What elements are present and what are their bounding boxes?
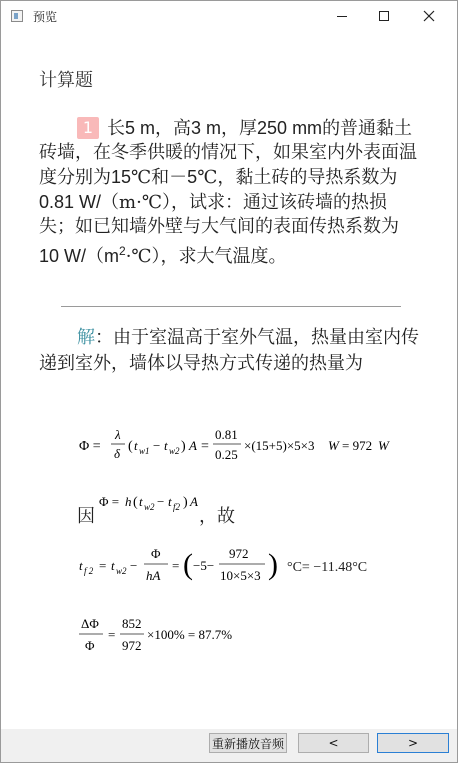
section-heading: 计算题 [39,70,93,91]
section-divider [61,306,401,307]
svg-text:−: − [153,438,161,453]
minimize-button[interactable] [319,1,365,31]
problem-value: 250 mm [257,118,323,138]
formula-ratio [79,612,299,656]
svg-text:ΔΦ: ΔΦ [81,616,99,631]
svg-text:δ: δ [114,446,121,461]
preview-content [1,32,457,727]
svg-text:−: − [157,494,165,509]
svg-text:w2: w2 [116,566,127,576]
formula-1-graphic [79,424,429,464]
svg-text:=: = [99,558,107,573]
problem-part: 长 [107,118,125,139]
svg-text:(: ( [128,439,133,454]
svg-text:×(15+5)×5×3: ×(15+5)×5×3 [244,438,315,453]
svg-text:−: − [130,558,138,573]
formula-2-suffix: ，故 [199,506,235,527]
problem-part: （m·℃），试求：通过该砖墙的热损失；如已知墙外壁与大气间的表面传热系数为 [39,192,399,237]
svg-text:t: t [134,438,138,453]
formula-3-graphic [79,540,289,590]
svg-text:0.25: 0.25 [215,447,238,462]
app-icon [11,10,23,22]
svg-text:w1: w1 [139,446,150,456]
title-bar [1,1,457,31]
formula-3-result: °C= −11.48°C [287,560,368,575]
svg-text:0.81: 0.81 [215,427,238,442]
previous-button[interactable]: < [298,733,369,753]
problem-value: 10 W/ [39,246,87,266]
svg-text:W: W [378,438,389,453]
svg-text:Φ: Φ [151,546,161,561]
svg-text:10×5×3: 10×5×3 [220,568,261,583]
svg-text:w2: w2 [144,502,155,512]
problem-part: ℃，黏土砖的导热系数为 [197,167,398,188]
svg-text:): ) [181,439,186,454]
problem-value: 5 m [125,118,156,138]
problem-value: 3 m [191,118,222,138]
replay-audio-button[interactable]: 重新播放音频 [209,733,287,753]
window-title: 预览 [33,10,58,24]
problem-value: －5 [169,167,198,187]
problem-part: （ [86,246,105,267]
problem-part: ℃和 [131,167,170,188]
maximize-button[interactable] [361,1,407,31]
problem-part: ，厚 [221,118,258,139]
close-icon [423,10,435,22]
svg-text:t: t [139,494,143,509]
svg-text:972: 972 [122,638,142,653]
minimize-icon [337,16,347,17]
problem-part: ，高 [155,118,192,139]
svg-text:Φ: Φ [85,638,95,653]
maximize-icon [379,11,389,21]
svg-text:W: W [328,438,339,453]
svg-text:=: = [108,627,116,642]
formula-4-graphic [79,612,299,656]
svg-text:t: t [79,558,83,573]
formula-air-temperature [79,540,399,590]
next-button[interactable]: > [377,733,449,753]
svg-text:f 2: f 2 [84,566,94,576]
svg-text:A: A [189,438,197,453]
formula-2-prefix: 因 [77,506,95,527]
problem-superscript: 2 [119,244,126,258]
problem-part: ·℃），求大气温度。 [125,246,287,267]
solution-text [39,325,419,377]
problem-value: 0.81 W/ [39,192,102,212]
question-number-badge: 1 [77,117,99,139]
formula-convection [77,492,277,526]
svg-text:t: t [111,558,115,573]
svg-text:h: h [125,494,132,509]
formula-heat-transfer [79,424,429,464]
svg-text:t: t [164,438,168,453]
close-button[interactable] [406,1,452,31]
svg-text:= 972: = 972 [342,438,373,453]
svg-text:(: ( [133,495,138,510]
svg-text:t: t [168,494,172,509]
svg-text:−5−: −5− [193,558,215,573]
bottom-toolbar [1,729,457,762]
svg-text:f2: f2 [173,502,181,512]
svg-text:w2: w2 [169,446,180,456]
svg-text:Φ =: Φ = [79,439,101,454]
svg-text:852: 852 [122,616,142,631]
svg-text:(: ( [183,548,193,581]
svg-text:): ) [183,495,188,510]
problem-value: m [104,246,120,266]
svg-text:A: A [190,494,198,509]
svg-text:=: = [201,439,209,454]
svg-text:=: = [172,558,180,573]
svg-text:Φ =: Φ = [99,494,120,509]
solution-label: 解 [77,327,95,348]
problem-text [39,116,419,269]
svg-text:hA: hA [146,568,161,583]
svg-text:λ: λ [115,427,121,442]
problem-part: 的普通黏土砖墙，在冬季供暖的情况下，如果室内外表面温度分别为 [39,118,417,188]
svg-text:): ) [268,548,278,581]
svg-text:×100% = 87.7%: ×100% = 87.7% [147,627,233,642]
svg-text:972: 972 [229,546,249,561]
solution-body: ：由于室温高于室外气温，热量由室内传递到室外，墙体以导热方式传递的热量为 [39,327,419,374]
problem-value: 15 [111,167,132,187]
